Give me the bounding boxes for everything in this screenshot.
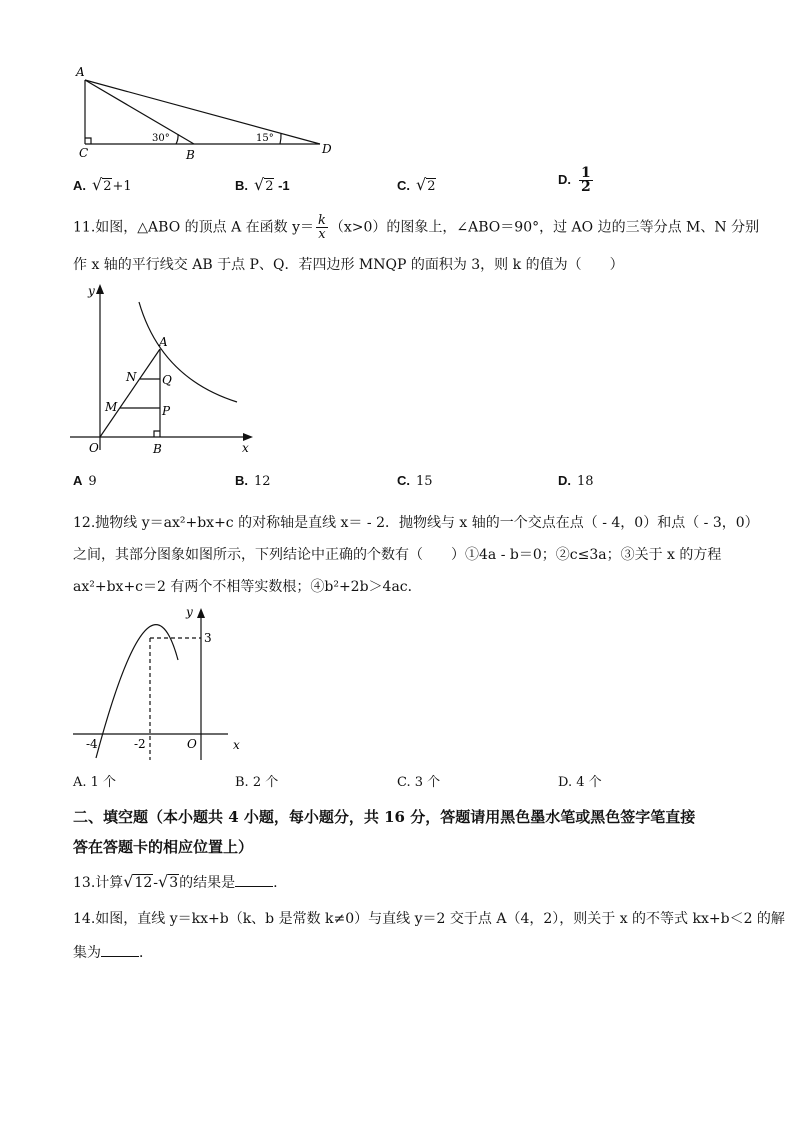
- label-o: O: [187, 737, 197, 751]
- q11-hyperbola-figure: [65, 280, 265, 460]
- angle-arc-d: [280, 133, 281, 144]
- q11-line1: 11.如图，△ABO 的顶点 A 在函数 y＝ $\frac{k}{x}$ （x>0）的图象上，∠ABO＝90°，过 AO 边的三等分点 M、N 分别: [73, 213, 760, 242]
- q11-line2: 作 x 轴的平行线交 AB 于点 P、Q．若四边形 MNQP 的面积为 3，则 k 的值为（ ）: [73, 257, 624, 273]
- q14-line2: 集为 ．: [73, 942, 153, 963]
- label-a: A: [159, 335, 168, 349]
- q11-option-c[interactable]: C. 15: [397, 473, 433, 489]
- q12-line2: 之间，其部分图象如图所示，下列结论中正确的个数有（ ）①4a - b＝0；②c≤3a；③关于 x 的方程: [73, 547, 722, 563]
- q12-option-d[interactable]: D. 4 个: [558, 775, 602, 790]
- angle-label-30: 30°: [152, 133, 170, 144]
- q13-line: 13.计算√12-√3的结果是 .: [73, 872, 278, 891]
- label-y: y: [88, 284, 95, 298]
- q12-line1: 12.抛物线 y＝ax²+bx+c 的对称轴是直线 x＝ - 2．抛物线与 x 轴的一个交点在点（ - 4，0）和点（ - 3，0）: [73, 515, 759, 531]
- q10-option-d[interactable]: D. $\frac{1}{2}$: [558, 165, 591, 195]
- q12-option-c[interactable]: C. 3 个: [397, 775, 441, 790]
- q10-option-c[interactable]: C. √2: [397, 175, 436, 194]
- q12-parabola-figure: [68, 600, 258, 765]
- q10-option-b[interactable]: B. √2 -1: [235, 175, 290, 194]
- label-b: B: [186, 148, 195, 162]
- label-b: B: [153, 442, 162, 456]
- label-n: N: [126, 370, 137, 384]
- label-x: x: [242, 441, 249, 455]
- q11-option-d[interactable]: D. 18: [558, 473, 594, 489]
- q10-triangle-figure: [70, 60, 340, 165]
- right-angle-mark-c: [85, 138, 91, 144]
- segment-oa: [100, 349, 160, 437]
- q11-option-b[interactable]: B. 12: [235, 473, 271, 489]
- label-a: A: [76, 65, 85, 79]
- section-heading-line2: 答在答题卡的相应位置上）: [73, 838, 254, 856]
- tick-3: 3: [204, 631, 212, 645]
- tick-neg2: -2: [134, 737, 146, 751]
- angle-arc-b: [176, 134, 178, 144]
- tick-neg4: -4: [86, 737, 98, 751]
- q12-option-b[interactable]: B. 2 个: [235, 775, 279, 790]
- q10-option-a[interactable]: A. √2+1: [73, 175, 132, 194]
- section-heading-line1: 二、填空题（本小题共 4 小题，每小题分，共 16 分，答题请用黑色墨水笔或黑色签字笔直接: [73, 808, 696, 826]
- q11-option-a[interactable]: A 9: [73, 473, 97, 489]
- q14-line1: 14.如图，直线 y＝kx+b（k、b 是常数 k≠0）与直线 y＝2 交于点 A（4，2），则关于 x 的不等式 kx+b＜2 的解: [73, 911, 785, 927]
- hyperbola-curve: [139, 302, 237, 402]
- label-y: y: [186, 605, 193, 619]
- label-c: C: [79, 146, 89, 160]
- label-x: x: [233, 738, 240, 752]
- label-d: D: [322, 142, 332, 156]
- q12-line3: ax²+bx+c＝2 有两个不相等实数根；④b²+2b＞4ac．: [73, 579, 422, 595]
- q12-option-a[interactable]: A. 1 个: [73, 775, 117, 790]
- label-p: P: [162, 404, 171, 418]
- q13-answer-blank[interactable]: [235, 872, 273, 887]
- label-q: Q: [162, 373, 172, 387]
- q14-answer-blank[interactable]: [101, 942, 139, 957]
- angle-label-15: 15°: [256, 133, 274, 144]
- label-o: O: [89, 441, 99, 455]
- segment-ad: [85, 80, 320, 144]
- label-m: M: [105, 400, 118, 414]
- right-angle-mark-b: [154, 431, 160, 437]
